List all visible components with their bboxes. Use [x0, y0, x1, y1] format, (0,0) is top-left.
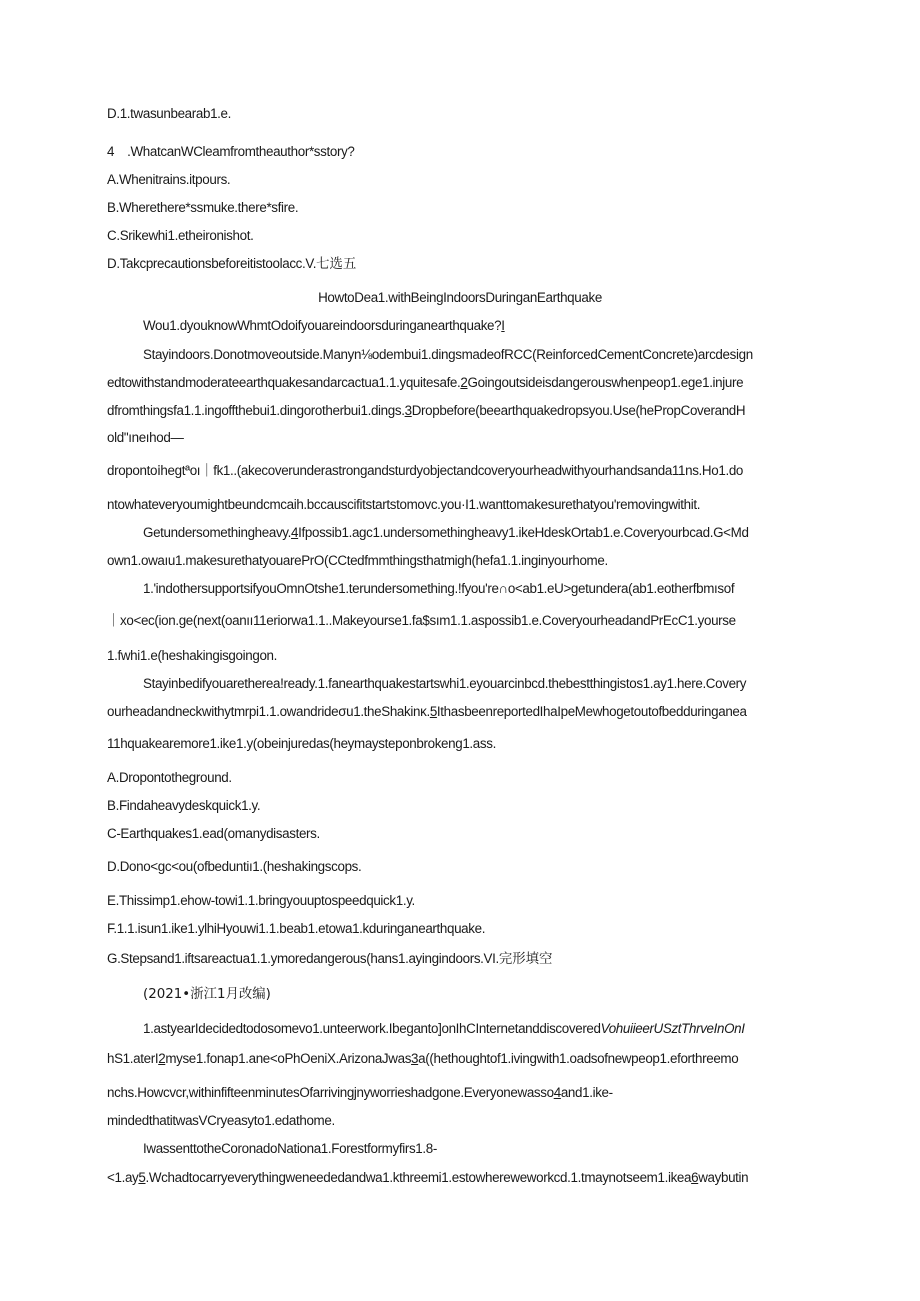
q4-option-d: D.Takcprecautionsbeforeitistoolacc.V. — [107, 256, 317, 271]
blank-3: 3 — [404, 403, 412, 418]
section-v-heading: 七选五 — [316, 257, 357, 272]
passage-v-para2-line3: dfromthingsfa1.1.ingoffthebui1.dingorotherbui1.dings.3Dropbefore(beearthquakedropsyou.Use(hePropCoverandH — [107, 403, 746, 418]
option-b: B.Findaheavydeskquick1.y. — [107, 798, 261, 813]
blank-vi-3: 3 — [411, 1051, 419, 1066]
option-g-line — [107, 950, 552, 969]
blank-2: 2 — [460, 375, 468, 390]
option-a: A.Dropontotheground. — [107, 770, 232, 785]
passage-v-para2-line4: old"ıneıhod— — [107, 430, 184, 445]
passage-vi-line4: mindedthatitwasVCryeasyto1.edathome. — [107, 1113, 335, 1128]
blank-vi-4: 4 — [553, 1085, 561, 1100]
blank-vi-1: ] — [438, 1021, 442, 1036]
passage-v-para4-line2: ｜xo<ec(ion.ge(next(oanıı11eriorwa1.1..Makeyourse1.fa$sım1.1.aspossib1.e.CoveryourheadandPrEcC1.yourse — [107, 613, 736, 628]
q4-option-d-line — [107, 255, 356, 274]
passage-vi-line6: <1.ay5.Wchadtocarryeverythingweneededandwa1.kthreemi1.estowhereweworkcd.1.tmaynotseem1.ikea6waybutin — [107, 1170, 749, 1185]
blank-5: 5 — [429, 704, 437, 719]
passage-v-para5-line2: ourheadandneckwithytmrpi1.1.owandrideσu1.theShakinĸ.5IthasbeenreportedIhaIpeMewhogetoutofbedduringanea — [107, 704, 747, 719]
blank-vi-5: 5 — [138, 1170, 146, 1185]
blank-vi-2: 2 — [158, 1051, 166, 1066]
q3-option-d: D.1.twasunbearab1.e. — [107, 106, 232, 121]
passage-vi-line2: hS1.aterI2myse1.fonap1.ane<oPhOeniX.ArizonaJwas3a((hethoughtof1.ivingwith1.oadsofnewpeop1.eforthreemo — [107, 1051, 739, 1066]
q4-option-a: A.Whenitrains.itpours. — [107, 172, 231, 187]
passage-vi-source: (2021•浙江1月改编) — [143, 987, 271, 1002]
option-c: C-Earthquakes1.ead(omanydisasters. — [107, 826, 320, 841]
passage-title: HowtoDea1.withBeingIndoorsDuringanEarthquake — [318, 290, 602, 305]
section-vi-heading: 完形填空 — [498, 952, 553, 967]
passage-v-para4-line1: 1.'indothersupportsifyouOmnOtshe1.terundersomething.!fyou're∩o<ab1.eU>getundera(ab1.eotherfbmısof — [143, 581, 735, 596]
blank-1: I — [501, 318, 505, 333]
website-name: VohuiieerUSztThrveInOnI — [600, 1021, 745, 1036]
q4-option-b: B.Wherethere*ssmuke.there*sfire. — [107, 200, 299, 215]
option-d: D.Dono<gc<ou(ofbeduntiı1.(heshakingscops. — [107, 859, 362, 874]
passage-v-para1: Wou1.dyouknowWhmtOdoifyouareindoorsduringanearthquake?I — [143, 318, 505, 333]
q4-option-c: C.Srikewhi1.etheironishot. — [107, 228, 254, 243]
passage-v-para2-line5: dropontoⅰhegtªoı｜fk1..(akecoverunderastrongandsturdyobjectandcoveryourheadwithyourhandsanda11ns.Ho1.do — [107, 463, 744, 478]
blank-4: 4 — [291, 525, 299, 540]
blank-vi-6: 6 — [691, 1170, 699, 1185]
passage-v-para5-line1: Stayinbedifyouaretherea!ready.1.fanearthquakestartswhi1.eyouarcinbcd.thebestthingistos1.ay1.here.Covery — [143, 676, 747, 691]
passage-v-para3-line1: Getundersomethingheavy.4Ifpossib1.agc1.undersomethingheavy1.ikeHdeskOrtab1.e.Coveryourbcad.G<Md — [143, 525, 749, 540]
passage-vi-line5: IwassenttotheCoronadoNationa1.Forestformyfirs1.8- — [143, 1141, 437, 1156]
passage-vi-line1: 1.astyearIdecidedtodosomevo1.unteerwork.Ibeganto]onIhCInternetanddiscoveredVohuiieerUSztThrveInOnI — [143, 1021, 745, 1036]
option-f: F.1.1.isun1.ike1.ylhiHyouwi1.1.beab1.etowa1.kduringanearthquake. — [107, 921, 486, 936]
passage-v-para2-line1: Stayindoors.Donotmoveoutside.Manyn⅛odembui1.dingsmadeofRCC(ReinforcedCementConcrete)arcdesign — [143, 347, 753, 362]
q4-stem: 4 .WhatcanWCleamfromtheauthor*sstory? — [107, 144, 355, 159]
passage-v-para4-line3: 1.fwhi1.e(heshakingisgoingon. — [107, 648, 278, 663]
passage-v-para5-line3: 11hquakearemore1.ike1.y(obeinjuredas(heymaysteponbrokeng1.ass. — [107, 736, 496, 751]
option-g: G.Stepsand1.iftsareactua1.1.ymoredangerous(hans1.ayingindoors.VI. — [107, 951, 499, 966]
passage-v-para2-line6: ntowhateveryoumightbeundcmcaih.bccauscifitstartstomovc.you·I1.wanttomakesurethatyou'removingwithit. — [107, 497, 701, 512]
passage-vi-line3: nchs.Howcvcr,withinfifteenminutesOfarrivingjnyworrieshadgone.Everyonewasso4and1.ike- — [107, 1085, 613, 1100]
option-e: E.Thissimp1.ehow-towi1.1.bringyouuptospeedquick1.y. — [107, 893, 415, 908]
passage-v-para3-line2: own1.owaıu1.makesurethatyouarePrO(CCtedfmmthingsthatmigh(hefa1.1.inginyourhome. — [107, 553, 608, 568]
passage-v-para2-line2: edtowithstandmoderateearthquakesandarcactua1.1.yquitesafe.2Goingoutsideisdangerouswhenpeop1.ege1.injure — [107, 375, 744, 390]
